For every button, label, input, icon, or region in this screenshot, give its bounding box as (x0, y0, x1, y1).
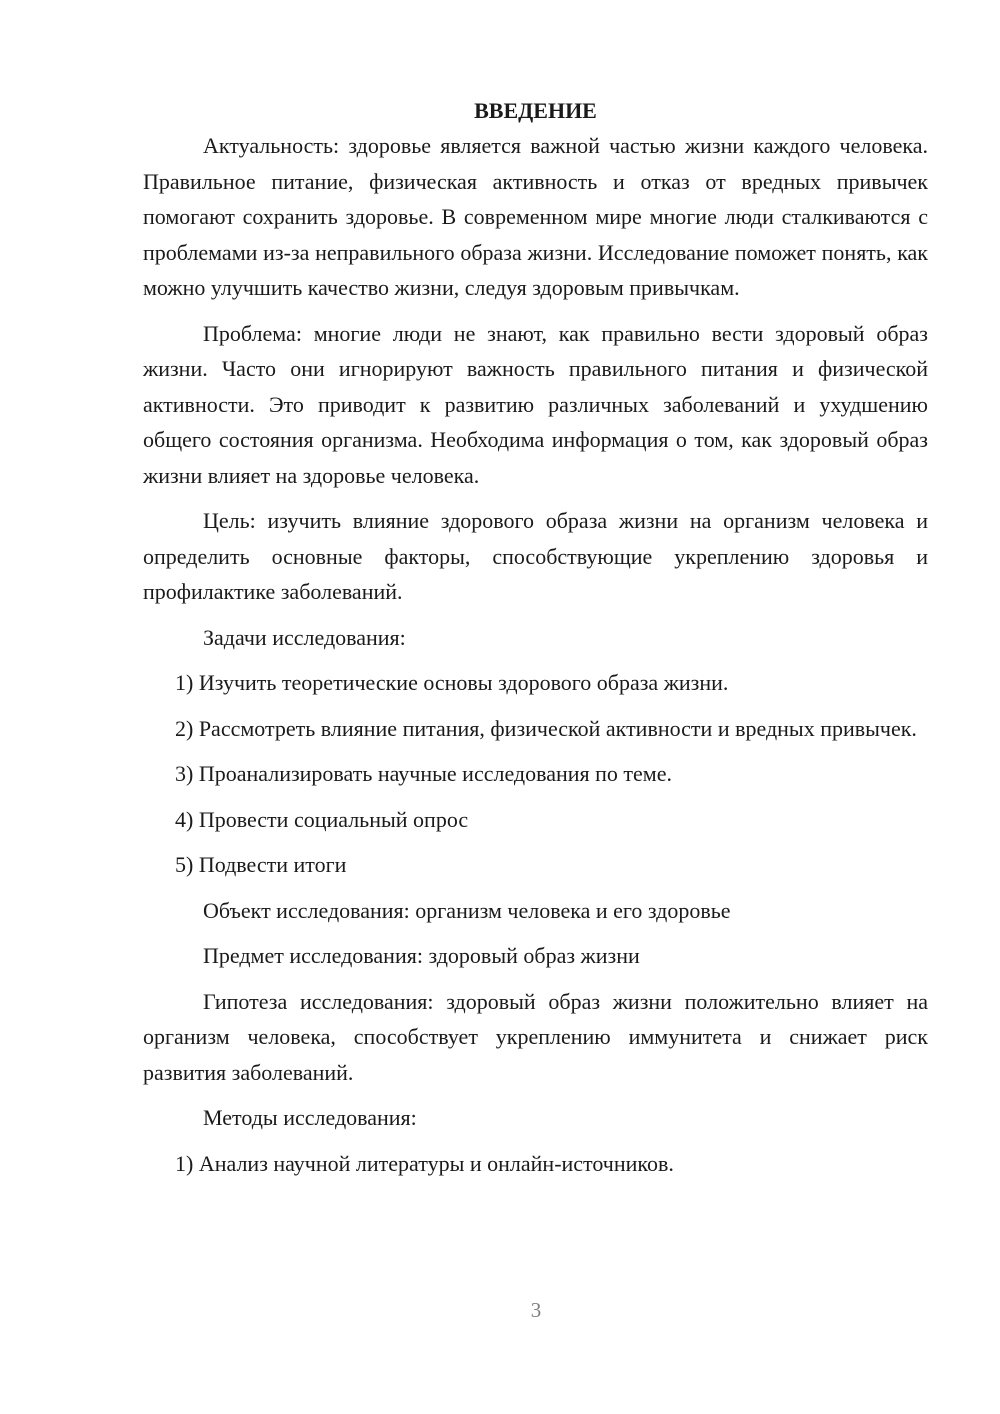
research-subject: Предмет исследования: здоровый образ жизни (203, 943, 640, 968)
hypothesis-paragraph: Гипотеза исследования: здоровый образ жизни положительно влияет на организм человека, способствует укреплению иммунитета и снижает риск развития заболеваний. (143, 988, 928, 1085)
goal-paragraph: Цель: изучить влияние здорового образа жизни на организм человека и определить основные факторы, способствующие укреплению здоровья и профилактике заболеваний. (143, 508, 928, 604)
relevance-paragraph: Актуальность: здоровье является важной частью жизни каждого человека. Правильное питание, физическая активность и отказ от вредных привычек помогают сохранить здоровье. В современном мире многие люди сталкиваются с проблемами из-за неправильного образа жизни. Исследование поможет понять, как можно улучшить качество жизни, следуя здоровым привычкам. (143, 133, 928, 300)
document-page (143, 96, 928, 1191)
tasks-heading: Задачи исследования: (203, 624, 406, 650)
task-item: 3) Проанализировать научные исследования по теме. (175, 761, 672, 786)
section-title: ВВЕДЕНИЕ (474, 98, 597, 123)
page-number: 3 (530, 1298, 542, 1322)
task-item: 1) Изучить теоретические основы здорового образа жизни. (175, 670, 729, 695)
task-item: 4) Провести социальный опрос (175, 806, 469, 832)
problem-paragraph: Проблема: многие люди не знают, как правильно вести здоровый образ жизни. Часто они игнорируют важность правильного питания и физической активности. Это приводит к развитию различных заболеваний и ухудшению общего состояния организма. Необходима информация о том, как здоровый образ жизни влияет на здоровье человека. (143, 320, 928, 488)
method-item: 1) Анализ научной литературы и онлайн-источников. (175, 1150, 674, 1176)
task-item: 2) Рассмотреть влияние питания, физической активности и вредных привычек. (175, 715, 917, 741)
methods-heading: Методы исследования: (203, 1105, 417, 1130)
task-item: 5) Подвести итоги (175, 852, 347, 877)
research-object: Объект исследования: организм человека и его здоровье (203, 897, 731, 923)
